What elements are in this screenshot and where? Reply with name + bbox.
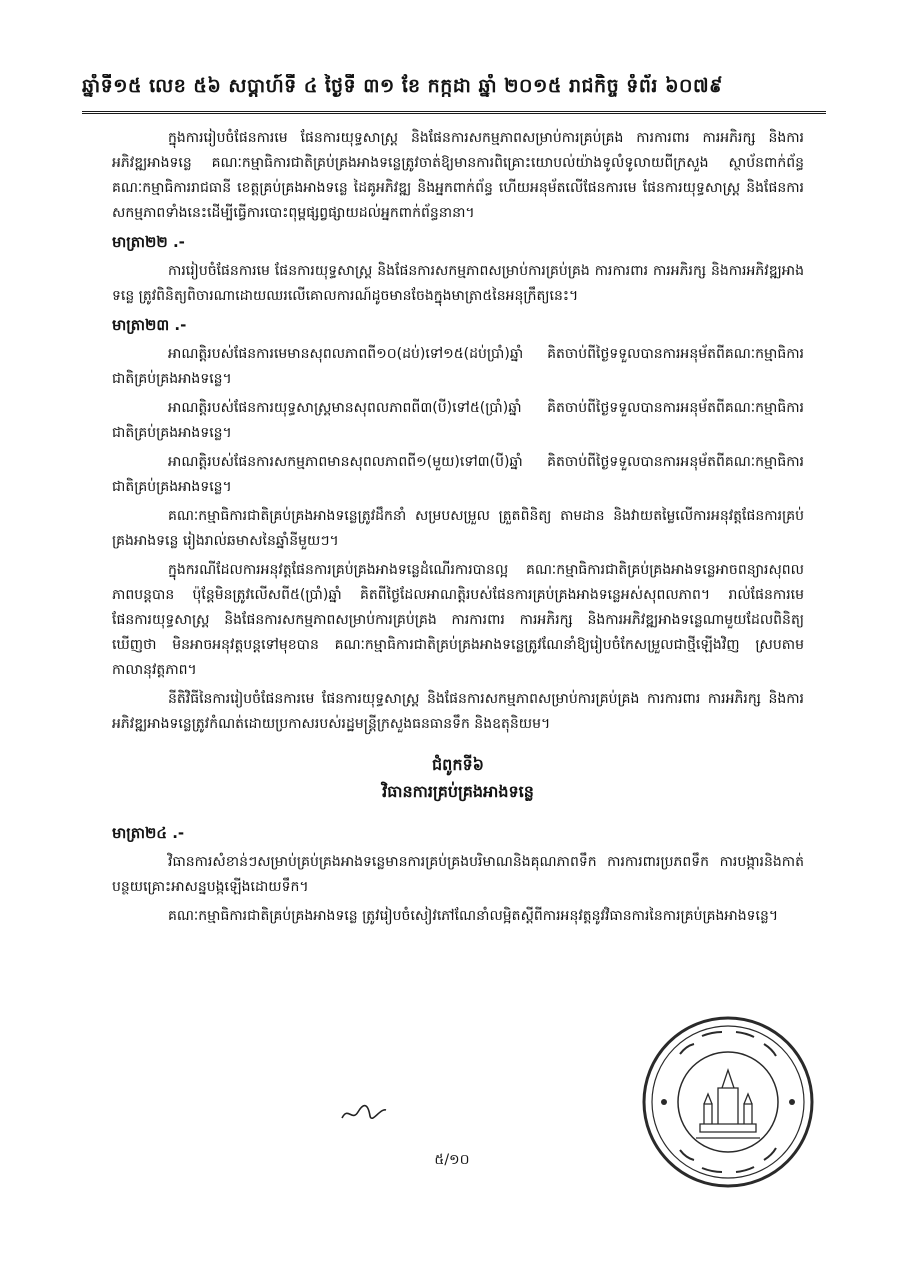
paragraph: អាណត្តិរបស់ផែនការមេមានសុពលភាពពី១០(ដប់)ទៅ១៥(ដប់ប្រាំ)ឆ្នាំ គិតចាប់ពីថ្ងៃទទួលបានការអនុម័តពីគណៈកម្មាធិការជាតិគ្រប់គ្រងអាងទន្លេ។	[112, 346, 804, 387]
article-heading-23: មាត្រា២៣ .-	[112, 316, 187, 334]
initials-signature	[340, 1100, 388, 1126]
page-number: ៥/១០	[434, 1152, 470, 1168]
paragraph: ក្នុងការរៀបចំផែនការមេ ផែនការយុទ្ធសាស្ត្រ និងផែនការសកម្មភាពសម្រាប់ការគ្រប់គ្រង ការការពារ ការអភិរក្ស និងការអភិវឌ្ឍអាងទន្លេ គណៈកម្មាធិការជាតិគ្រប់គ្រងអាងទន្លេត្រូវចាត់ឱ្យមានការពិគ្រោះយោបល់យ៉ាងទូលំទូលាយពីក្រសួង ស្ថាប័នពាក់ព័ន្ធ គណៈកម្មាធិការរាជធានី ខេត្តគ្រប់គ្រងអាងទន្លេ ដៃគូអភិវឌ្ឍ និងអ្នកពាក់ព័ន្ធ ហើយអនុម័តលើផែនការមេ ផែនការយុទ្ធសាស្ត្រ និងផែនការសកម្មភាពទាំងនេះដើម្បីធ្វើការបោះពុម្ពផ្សព្វផ្សាយដល់អ្នកពាក់ព័ន្ធនានា។	[112, 130, 804, 221]
paragraph: វិធានការសំខាន់ៗសម្រាប់គ្រប់គ្រងអាងទន្លេមានការគ្រប់គ្រងបរិមាណនិងគុណភាពទឹក ការការពារប្រភពទឹក ការបង្ការនិងកាត់បន្ថយគ្រោះអាសន្នបង្កឡើងដោយទឹក។	[112, 854, 804, 895]
chapter-title: វិធានការគ្រប់គ្រងអាងទន្លេ	[382, 782, 534, 801]
article-heading-22: មាត្រា២២ .-	[112, 233, 185, 251]
document-body	[112, 126, 804, 933]
paragraph: ការរៀបចំផែនការមេ ផែនការយុទ្ធសាស្ត្រ និងផែនការសកម្មភាពសម្រាប់ការគ្រប់គ្រង ការការពារ ការអភិរក្ស និងការអភិវឌ្ឍអាងទន្លេ ត្រូវពិនិត្យពិចារណាដោយឈរលើគោលការណ៍ដូចមានចែងក្នុងមាត្រា៥នៃអនុក្រឹត្យនេះ។	[112, 263, 804, 304]
article-heading-24: មាត្រា២៤ .-	[112, 824, 185, 842]
paragraph: ក្នុងករណីដែលការអនុវត្តផែនការគ្រប់គ្រងអាងទន្លេដំណើរការបានល្អ គណៈកម្មាធិការជាតិគ្រប់គ្រងអាងទន្លេអាចពន្យារសុពលភាពបន្តបាន ប៉ុន្តែមិនត្រូវលើសពី៥(ប្រាំ)ឆ្នាំ គិតពីថ្ងៃដែលអាណត្តិរបស់ផែនការគ្រប់គ្រងអាងទន្លេអស់សុពលភាព។ រាល់ផែនការមេ ផែនការយុទ្ធសាស្ត្រ និងផែនការសកម្មភាពសម្រាប់ការគ្រប់គ្រង ការការពារ ការអភិរក្ស និងការអភិវឌ្ឍអាងទន្លេណាមួយដែលពិនិត្យឃើញថា មិនអាចអនុវត្តបន្តទៅមុខបាន គណៈកម្មាធិការជាតិគ្រប់គ្រងអាងទន្លេត្រូវណែនាំឱ្យរៀបចំកែសម្រួលជាថ្មីឡើងវិញ ស្របតាមកាលានុវត្តភាព។	[112, 562, 804, 678]
chapter-number: ជំពូកទី៦	[432, 755, 484, 774]
gazette-header: ឆ្នាំទី១៥ លេខ ៥៦ សប្តាហ៍ទី ៤ ថ្ងៃទី ៣១ ខែ កក្កដា ឆ្នាំ ២០១៥ រាជកិច្ច ទំព័រ ៦០៧៩	[82, 75, 724, 97]
paragraph: គណៈកម្មាធិការជាតិគ្រប់គ្រងអាងទន្លេត្រូវដឹកនាំ សម្របសម្រួល ត្រួតពិនិត្យ តាមដាន និងវាយតម្លៃលើការអនុវត្តផែនការគ្រប់គ្រងអាងទន្លេ រៀងរាល់ឆមាសនៃឆ្នាំនីមួយៗ។	[112, 508, 804, 549]
header-divider	[82, 111, 826, 114]
paragraph: អាណត្តិរបស់ផែនការសកម្មភាពមានសុពលភាពពី១(មួយ)ទៅ៣(បី)ឆ្នាំ គិតចាប់ពីថ្ងៃទទួលបានការអនុម័តពីគណៈកម្មាធិការជាតិគ្រប់គ្រងអាងទន្លេ។	[112, 454, 804, 495]
paragraph: គណៈកម្មាធិការជាតិគ្រប់គ្រងអាងទន្លេ ត្រូវរៀបចំសៀវភៅណែនាំលម្អិតស្តីពីការអនុវត្តនូវវិធានការនៃការគ្រប់គ្រងអាងទន្លេ។	[168, 908, 779, 924]
paragraph: អាណត្តិរបស់ផែនការយុទ្ធសាស្ត្រមានសុពលភាពពី៣(បី)ទៅ៥(ប្រាំ)ឆ្នាំ គិតចាប់ពីថ្ងៃទទួលបានការអនុម័តពីគណៈកម្មាធិការជាតិគ្រប់គ្រងអាងទន្លេ។	[112, 400, 804, 441]
paragraph: នីតិវិធីនៃការរៀបចំផែនការមេ ផែនការយុទ្ធសាស្ត្រ និងផែនការសកម្មភាពសម្រាប់ការគ្រប់គ្រង ការការពារ ការអភិរក្ស និងការអភិវឌ្ឍអាងទន្លេត្រូវកំណត់ដោយប្រកាសរបស់រដ្ឋមន្ត្រីក្រសួងធនធានទឹក និងឧតុនិយម។	[112, 691, 804, 732]
